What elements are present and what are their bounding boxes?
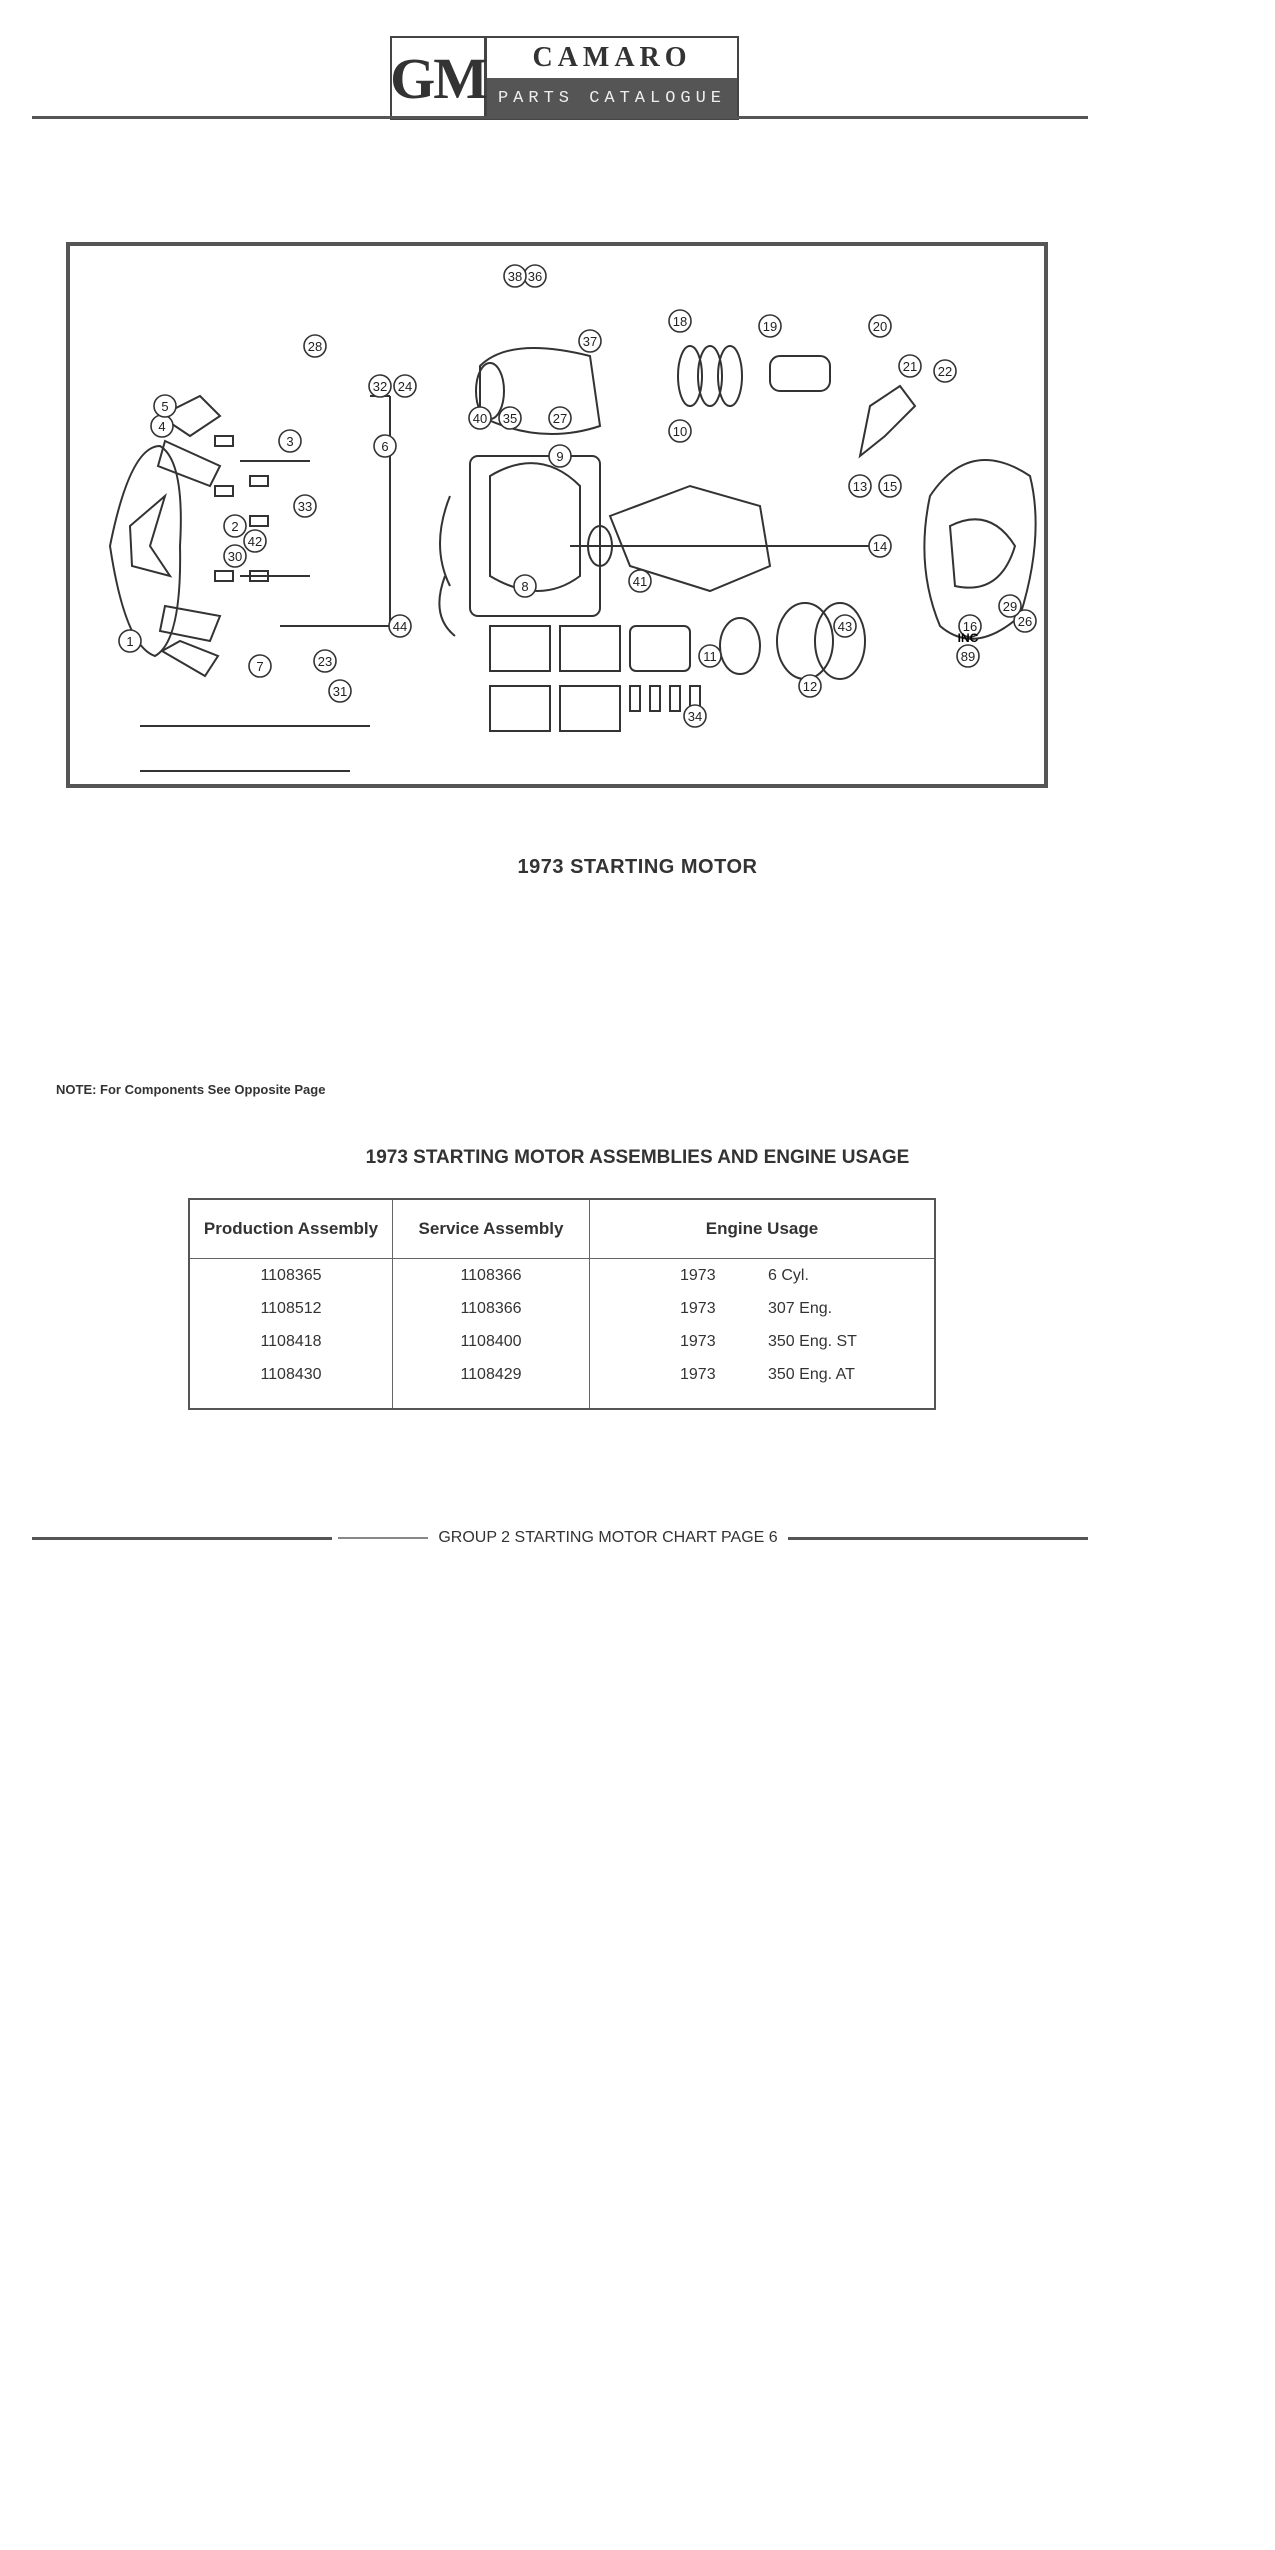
callout-41	[629, 570, 651, 592]
diagram-svg	[70, 246, 1044, 784]
callout-number: 3	[286, 434, 294, 449]
page-footer	[32, 1528, 1088, 1548]
engine-year: 1973	[680, 1332, 716, 1350]
callout-number: 8	[521, 579, 529, 594]
callout-18	[669, 310, 691, 332]
callout-89	[957, 645, 979, 667]
table-row	[189, 1325, 935, 1358]
logo-subtitle: PARTS CATALOGUE	[487, 78, 737, 118]
callout-8	[514, 575, 536, 597]
callout-42	[244, 530, 266, 552]
callout-1	[119, 630, 141, 652]
callout-number: 89	[960, 649, 976, 664]
callout-number: 33	[297, 499, 313, 514]
header-rule	[32, 116, 1088, 119]
callout-number: 19	[762, 319, 778, 334]
callout-number: 41	[632, 574, 648, 589]
callout-number: 16	[962, 619, 978, 634]
engine-usage: 350 Eng. AT	[768, 1365, 855, 1383]
callout-number: 10	[672, 424, 688, 439]
callout-34	[684, 705, 706, 727]
callout-37	[579, 330, 601, 352]
callout-number: 4	[158, 419, 166, 434]
callout-number: 37	[582, 334, 598, 349]
callout-31	[329, 680, 351, 702]
callout-number: 42	[247, 534, 263, 549]
logo-title: CAMARO	[532, 42, 692, 73]
service-cell: 1108400	[393, 1325, 590, 1358]
callout-12	[799, 675, 821, 697]
callout-number: 32	[372, 379, 388, 394]
engine-cell	[590, 1358, 936, 1391]
callout-5	[154, 395, 176, 417]
callout-38	[504, 265, 526, 287]
production-cell: 1108365	[189, 1259, 393, 1293]
callout-number: 7	[256, 659, 264, 674]
callout-number: 36	[527, 269, 543, 284]
logo-text-block	[487, 38, 737, 118]
callout-2	[224, 515, 246, 537]
callout-29	[999, 595, 1021, 617]
service-cell: 1108366	[393, 1292, 590, 1325]
callout-number: 18	[672, 314, 688, 329]
production-cell: 1108430	[189, 1358, 393, 1391]
callout-number: 40	[472, 411, 488, 426]
engine-year: 1973	[680, 1266, 716, 1284]
callout-27	[549, 407, 571, 429]
production-cell: 1108418	[189, 1325, 393, 1358]
callout-number: 26	[1017, 614, 1033, 629]
callout-number: 31	[332, 684, 348, 699]
drive-end-housing-drawing	[110, 446, 181, 656]
engine-year: 1973	[680, 1299, 716, 1317]
table-row	[189, 1259, 935, 1293]
components-note: NOTE: For Components See Opposite Page	[56, 1082, 326, 1097]
table-spacer-row	[189, 1391, 935, 1409]
table-header-row	[189, 1199, 935, 1259]
callout-43	[834, 615, 856, 637]
callout-number: 23	[317, 654, 333, 669]
callout-number: 13	[852, 479, 868, 494]
engine-cell	[590, 1259, 936, 1293]
engine-usage: 350 Eng. ST	[768, 1332, 857, 1350]
production-cell: 1108512	[189, 1292, 393, 1325]
callout-9	[549, 445, 571, 467]
engine-cell	[590, 1292, 936, 1325]
callout-number: 44	[392, 619, 408, 634]
callout-number: 12	[802, 679, 818, 694]
engine-usage: 6 Cyl.	[768, 1266, 809, 1284]
table-row	[189, 1292, 935, 1325]
footer-rule-left	[32, 1537, 332, 1540]
callout-number: 15	[882, 479, 898, 494]
callout-19	[759, 315, 781, 337]
callout-number: 35	[502, 411, 518, 426]
service-cell: 1108366	[393, 1259, 590, 1293]
callout-number: 30	[227, 549, 243, 564]
starting-motor-usage-table	[188, 1198, 936, 1410]
callout-3	[279, 430, 301, 452]
service-cell: 1108429	[393, 1358, 590, 1391]
callout-24	[394, 375, 416, 397]
header-engine-usage: Engine Usage	[590, 1199, 936, 1259]
callout-10	[669, 420, 691, 442]
callout-number: 20	[872, 319, 888, 334]
callout-number: 38	[507, 269, 523, 284]
engine-usage: 307 Eng.	[768, 1299, 833, 1317]
starting-motor-exploded-diagram	[66, 242, 1048, 788]
callout-40	[469, 407, 491, 429]
callout-33	[294, 495, 316, 517]
engine-year: 1973	[680, 1365, 716, 1383]
callout-number: 24	[397, 379, 413, 394]
solenoid-drawing	[480, 348, 600, 434]
inc-label: INC	[957, 631, 979, 645]
callout-6	[374, 435, 396, 457]
callout-20	[869, 315, 891, 337]
callout-number: 43	[837, 619, 853, 634]
footer-text: GROUP 2 STARTING MOTOR CHART PAGE 6	[438, 1529, 778, 1546]
header-production-assembly: Production Assembly	[189, 1199, 393, 1259]
callout-number: 21	[902, 359, 918, 374]
callout-36	[524, 265, 546, 287]
table-title: 1973 STARTING MOTOR ASSEMBLIES AND ENGINE USAGE	[365, 1147, 910, 1168]
callout-number: 9	[556, 449, 564, 464]
callout-number: 28	[307, 339, 323, 354]
diagram-caption: 1973 STARTING MOTOR	[517, 856, 758, 878]
callout-28	[304, 335, 326, 357]
callout-15	[879, 475, 901, 497]
callout-number: 5	[161, 399, 169, 414]
gm-logo-mark: GM	[392, 38, 487, 118]
footer-rule-right	[788, 1537, 1088, 1540]
footer-rule-left-thin	[338, 1537, 428, 1539]
callout-35	[499, 407, 521, 429]
engine-cell	[590, 1325, 936, 1358]
callout-22	[934, 360, 956, 382]
table-row	[189, 1358, 935, 1391]
callout-4	[151, 415, 173, 437]
callout-number: 34	[687, 709, 703, 724]
callout-14	[869, 535, 891, 557]
callout-23	[314, 650, 336, 672]
callout-44	[389, 615, 411, 637]
callout-number: 27	[552, 411, 568, 426]
callout-number: 29	[1002, 599, 1018, 614]
callout-21	[899, 355, 921, 377]
callout-number: 22	[937, 364, 953, 379]
gm-camaro-logo	[390, 36, 739, 120]
callout-number: 11	[703, 649, 717, 664]
callout-7	[249, 655, 271, 677]
callout-30	[224, 545, 246, 567]
callout-32	[369, 375, 391, 397]
header-service-assembly: Service Assembly	[393, 1199, 590, 1259]
callout-number: 6	[381, 439, 389, 454]
callout-number: 2	[231, 519, 239, 534]
callout-number: 1	[126, 634, 134, 649]
callout-11	[699, 645, 721, 667]
callout-13	[849, 475, 871, 497]
callout-number: 14	[872, 539, 888, 554]
